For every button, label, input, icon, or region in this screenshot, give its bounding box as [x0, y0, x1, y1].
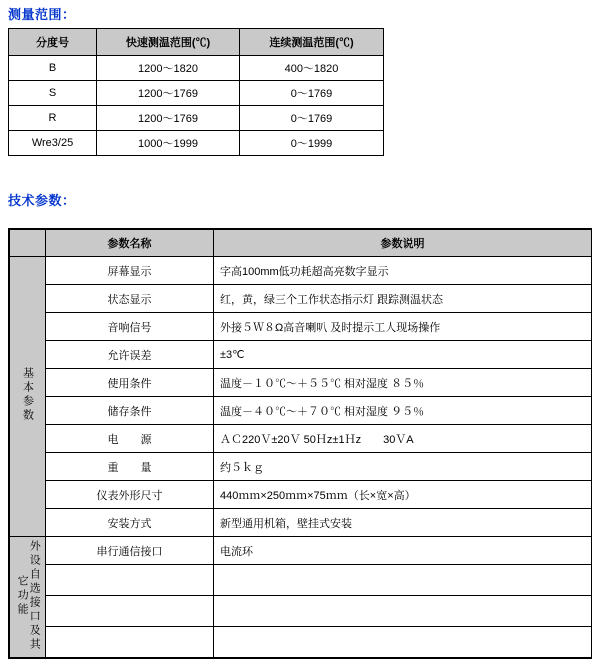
- column-header-grade: 分度号: [9, 29, 97, 56]
- table-row: [10, 425, 592, 453]
- column-header-parameter-name: 参数名称: [46, 230, 214, 257]
- table-row: [9, 81, 384, 106]
- group-label-optional: [10, 537, 46, 658]
- table-row: [10, 627, 592, 658]
- cell-grade: B: [9, 56, 97, 81]
- page-title-technical-parameters: 技术参数：: [8, 193, 76, 208]
- cell-grade: S: [9, 81, 97, 106]
- technical-parameters-panel: [8, 228, 592, 659]
- cell-parameter-name: [46, 565, 214, 596]
- cell-parameter-description: 外接５Ｗ８Ω高音喇叭 及时提示工人现场操作: [214, 313, 592, 341]
- cell-parameter-name: 串行通信接口: [46, 537, 214, 565]
- cell-parameter-description: 字高100mm低功耗超高亮数字显示: [214, 257, 592, 285]
- column-header-parameter-description: 参数说明: [214, 230, 592, 257]
- cell-grade: R: [9, 106, 97, 131]
- table-row: [9, 131, 384, 156]
- technical-parameters-table: [9, 229, 592, 658]
- cell-fast-range: 1200～1769: [97, 106, 240, 131]
- cell-parameter-name: 屏幕显示: [46, 257, 214, 285]
- table-row: [10, 341, 592, 369]
- cell-parameter-name: 使用条件: [46, 369, 214, 397]
- table-row: [10, 596, 592, 627]
- cell-parameter-description: ＡＣ220Ｖ±20Ｖ 50Ｈz±1Ｈz 30ＶA: [214, 425, 592, 453]
- table-row: [10, 257, 592, 285]
- cell-parameter-description: 440ｍｍ×250ｍｍ×75ｍｍ（长×宽×高）: [214, 481, 592, 509]
- table-row: [10, 481, 592, 509]
- cell-parameter-name: 音响信号: [46, 313, 214, 341]
- table-row: [10, 397, 592, 425]
- measuring-range-table: [8, 28, 384, 156]
- cell-parameter-description: [214, 565, 592, 596]
- cell-fast-range: 1200～1820: [97, 56, 240, 81]
- table-row: [9, 106, 384, 131]
- page-title-measuring-range: 测量范围：: [8, 7, 76, 22]
- cell-fast-range: 1200～1769: [97, 81, 240, 106]
- cell-parameter-name: [46, 627, 214, 658]
- cell-parameter-description: 红，黄，绿三个工作状态指示灯 跟踪测温状态: [214, 285, 592, 313]
- table-row: [10, 285, 592, 313]
- cell-parameter-description: 新型通用机箱，壁挂式安装: [214, 509, 592, 537]
- cell-parameter-description: 温度－４０℃～＋７０℃ 相对湿度 ９５％: [214, 397, 592, 425]
- cell-parameter-description: 温度－１０℃～＋５５℃ 相对湿度 ８５％: [214, 369, 592, 397]
- table-row: [10, 509, 592, 537]
- cell-parameter-description: [214, 596, 592, 627]
- cell-parameter-name: 安装方式: [46, 509, 214, 537]
- cell-parameter-description: 约５ｋｇ: [214, 453, 592, 481]
- table-header-row: [10, 230, 592, 257]
- table-row: [10, 453, 592, 481]
- cell-parameter-description: 电流环: [214, 537, 592, 565]
- table-row: [10, 565, 592, 596]
- cell-parameter-name: 允许误差: [46, 341, 214, 369]
- cell-parameter-description: [214, 627, 592, 658]
- cell-parameter-name: 重 量: [46, 453, 214, 481]
- cell-continuous-range: 0～1769: [240, 81, 384, 106]
- cell-parameter-name: 电 源: [46, 425, 214, 453]
- group-label-basic: [10, 257, 46, 537]
- table-row: [10, 537, 592, 565]
- table-row: [10, 369, 592, 397]
- cell-continuous-range: 0～1999: [240, 131, 384, 156]
- cell-parameter-name: 储存条件: [46, 397, 214, 425]
- group-label-basic-text: 基本参数: [21, 367, 34, 423]
- cell-fast-range: 1000～1999: [97, 131, 240, 156]
- cell-parameter-name: 状态显示: [46, 285, 214, 313]
- column-header-fast-range: 快速测温范围(℃): [97, 29, 240, 56]
- cell-continuous-range: 400～1820: [240, 56, 384, 81]
- table-row: [9, 56, 384, 81]
- table-header-row: [9, 29, 384, 56]
- column-header-group: [10, 230, 46, 257]
- cell-parameter-name: 仪表外形尺寸: [46, 481, 214, 509]
- cell-continuous-range: 0～1769: [240, 106, 384, 131]
- cell-parameter-name: [46, 596, 214, 627]
- group-label-optional-text: 外设自选接口及其它功能: [16, 539, 41, 652]
- cell-parameter-description: ±3℃: [214, 341, 592, 369]
- cell-grade: Wre3/25: [9, 131, 97, 156]
- table-row: [10, 313, 592, 341]
- column-header-continuous-range: 连续测温范围(℃): [240, 29, 384, 56]
